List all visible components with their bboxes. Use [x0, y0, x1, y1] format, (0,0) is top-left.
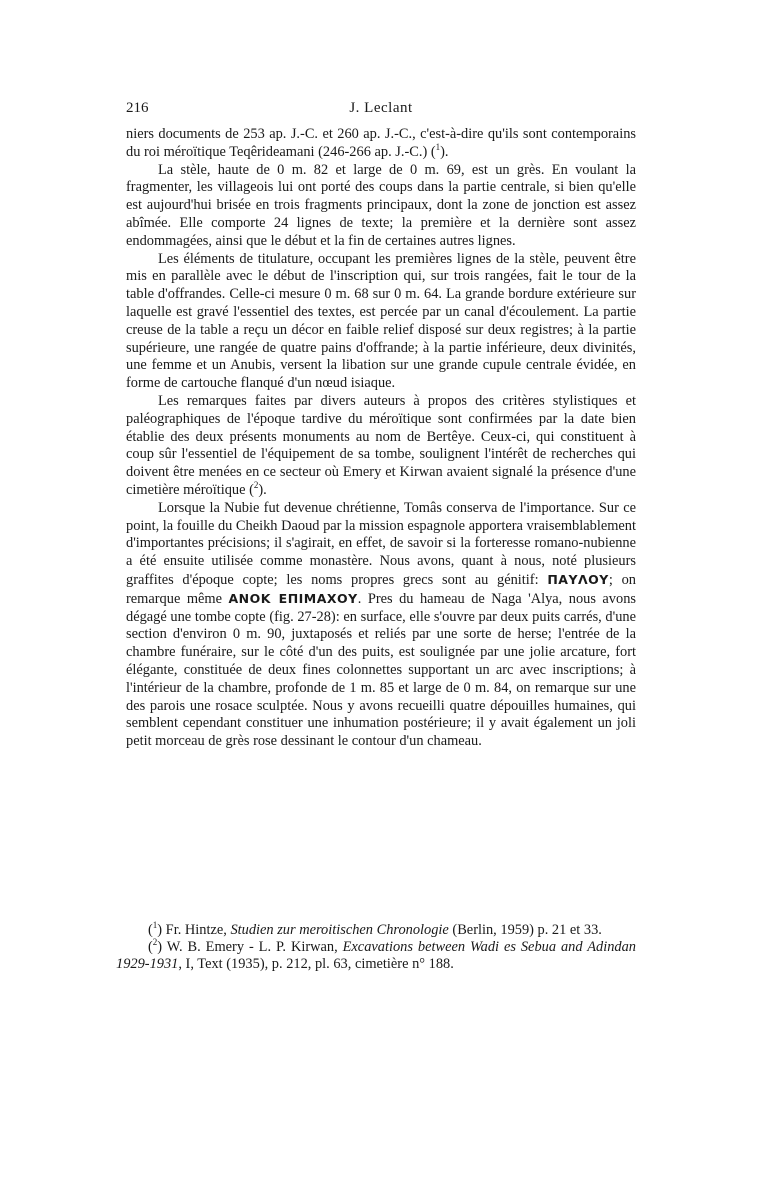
body-text [126, 126, 636, 751]
body-paragraph [126, 126, 636, 162]
footnote [116, 939, 636, 973]
text-run: La stèle, haute de 0 m. 82 et large de 0 m. 69, est un grès. En voulant la fragmenter, les villageois lui ont porté des coups dans la partie centrale, si bien qu'elle est aujourd'hui brisée en trois fragments principaux, dont la zone de jonction est assez abîmée. Elle comporte 24 lignes de texte; la première et la dernière sont assez endommagées, ainsi que le début et la fin de certaines autres lignes. [126, 161, 636, 249]
page-header [126, 100, 636, 122]
text-run: ( [148, 922, 153, 938]
text-run: ). [440, 143, 449, 160]
footnote-ref: 2 [152, 937, 158, 948]
body-paragraph [126, 393, 636, 500]
text-run: ) W. B. Emery - L. P. Kirwan, [157, 939, 343, 955]
footnote-ref: 2 [253, 480, 259, 491]
body-paragraph [126, 500, 636, 751]
footnotes [116, 922, 636, 973]
text-run: ). [258, 481, 267, 498]
text-run: niers documents de 253 ap. J.-C. et 260 ap. J.-C., c'est-à-dire qu'ils sont contemporains du roi méroïtique Teqêrideamani (246-266 ap. J.-C.) ( [126, 126, 636, 160]
text-run: Les éléments de titulature, occupant les premières lignes de la stèle, peuvent être mis en parallèle avec le début de l'inscription qui, sur trois rangées, fait le tour de la table d'offrandes. Celle-ci mesure 0 m. 68 sur 0 m. 64. La grande bordure extérieure sur laquelle est gravé l'essentiel des textes, est percée par un canal d'écoulement. La partie creuse de la table a reçu un décor en faible relief disposé sur deux registres; à la partie supérieure, une rangée de quatre pains d'offrande; à la partie inférieure, deux divinités, une femme et un Anubis, versent la libation sur une grande cupule centrale évidée, en forme de cartouche flanqué d'un nœud isiaque. [126, 250, 636, 392]
text-run: , I, Text (1935), p. 212, pl. 63, cimetière n° 188. [178, 956, 454, 972]
coptic-text: ΑΝΟΚ ΕΠΙΜΑΧΟΥ [228, 590, 358, 606]
text-run: (Berlin, 1959) p. 21 et 33. [448, 922, 602, 938]
body-paragraph [126, 162, 636, 251]
text-run: ) Fr. Hintze, [157, 922, 231, 938]
running-head-author: J. Leclant [349, 100, 413, 116]
italic-title: Studien zur meroitischen Chronologie [230, 922, 449, 938]
text-run: Les remarques faites par divers auteurs à propos des critères stylistiques et paléographiques de l'époque tardive du méroïtique sont confirmées par la date bien établie des deux présents monuments au nom de Bertêye. Ceux-ci, qui constituent à coup sûr l'essentiel de l'équipement de sa tombe, soulignent l'intérêt de recherches qui doivent être menées en ce secteur où Emery et Kirwan avaient signalé la présence d'une cimetière méroïtique ( [126, 392, 636, 498]
footnote-ref: 1 [435, 142, 441, 152]
page-number: 216 [126, 100, 149, 116]
italic-title: Excavations between Wadi es Sebua and Adindan 1929-1931 [116, 939, 636, 972]
footnote [116, 922, 636, 939]
footnote-ref: 1 [152, 920, 158, 931]
text-run: ( [148, 939, 153, 955]
text-run: Lorsque la Nubie fut devenue chrétienne, Tomâs conserva de l'importance. Sur ce point, la fouille du Cheikh Daoud par la mission espagnole apportera vraisemblablement d'importantes précisions; il s'agirait, en effet, de savoir si la forteresse romano-nubienne a été ensuite utilisée comme monastère. Nous avons, quant à nous, noté plusieurs graffites d'époque copte; les noms propres grecs sont au génitif: [126, 499, 636, 588]
text-run: ; on remarque même [126, 571, 636, 607]
body-paragraph [126, 251, 636, 393]
coptic-text: ΠΑΥΛΟΥ [547, 571, 609, 587]
text-run: . Pres du hameau de Naga 'Alya, nous avons dégagé une tombe copte (fig. 27-28): en surface, elle s'ouvre par deux puits carrés, d'une section d'environ 0 m. 90, juxtaposés et reliés par une sorte de herse; l'entrée de la chambre funéraire, sur le côté d'un des puits, est soulignée par une jolie arcature, fort élégante, constituée de deux fines colonnettes supportant un arc avec inscriptions; à l'intérieur de la chambre, profonde de 1 m. 85 et large de 0 m. 84, on remarque sur une des parois une rosace sculptée. Nous y avons recueilli quatre dépouilles humaines, qui semblent cependant constituer une inhumation postérieure; il y avait également un joli petit morceau de grès rose dessinant le contour d'un chameau. [126, 590, 636, 750]
